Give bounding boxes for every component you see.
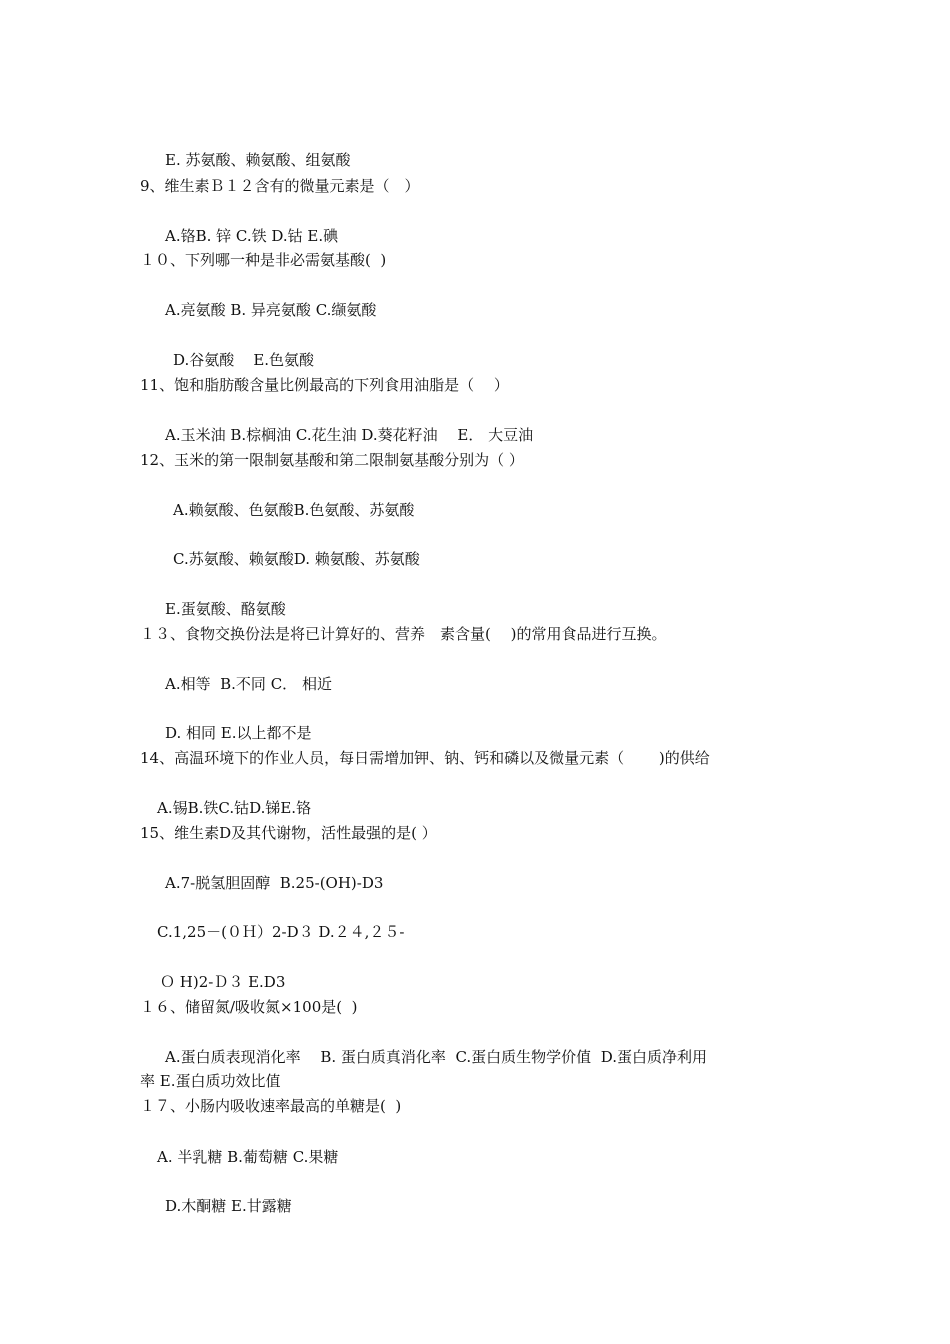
q10-question: １０、下列哪一种是非必需氨基酸( ) bbox=[140, 251, 387, 269]
q14-question: 14、高温环境下的作业人员，每日需增加钾、钠、钙和磷以及微量元素（ )的供给 bbox=[140, 749, 710, 767]
q12-option-e: E.蛋氨酸、酪氨酸 bbox=[165, 600, 286, 618]
q14-options: A.锡B.铁C.钴D.锑E.铬 bbox=[157, 799, 312, 817]
q15-question: 15、维生素D及其代谢物，活性最强的是( ） bbox=[140, 824, 437, 842]
q17-options-a-c: A. 半乳糖 B.葡萄糖 C.果糖 bbox=[157, 1148, 339, 1166]
q10-options-a-c: A.亮氨酸 B. 异亮氨酸 C.缬氨酸 bbox=[165, 301, 377, 319]
q10-options-d-e: D.谷氨酸 E.色氨酸 bbox=[173, 351, 315, 369]
q15-options-c-d: C.1,25－(０Ｈ）2-D３ D.２４,２５- bbox=[157, 923, 405, 941]
q16-options: A.蛋白质表现消化率 B. 蛋白质真消化率 C.蛋白质生物学价值 D.蛋白质净利用 bbox=[165, 1048, 707, 1066]
q9-options: A.铬B. 锌 C.铁 D.钴 E.碘 bbox=[165, 227, 339, 245]
q17-question: １７、小肠内吸收速率最高的单糖是( ) bbox=[140, 1097, 402, 1115]
q16-options-cont: 率 E.蛋白质功效比值 bbox=[140, 1072, 281, 1090]
q9-question: 9、维生素Ｂ１２含有的微量元素是（ ） bbox=[140, 177, 420, 195]
q13-options-a-c: A.相等 B.不同 C． 相近 bbox=[165, 675, 332, 693]
q15-options-d-e: Ｏ H)2-Ｄ３ E.D3 bbox=[160, 973, 286, 991]
q11-question: 11、饱和脂肪酸含量比例最高的下列食用油脂是（ ） bbox=[140, 376, 509, 394]
q16-question: １６、储留氮/吸收氮×100是( ) bbox=[140, 998, 358, 1016]
q13-question: １３、食物交换份法是将已计算好的、营养 素含量( )的常用食品进行互换。 bbox=[140, 625, 667, 643]
q12-options-a-b: A.赖氨酸、色氨酸B.色氨酸、苏氨酸 bbox=[173, 501, 415, 519]
q15-options-a-b: A.7-脱氢胆固醇 B.25-(OH)-D3 bbox=[165, 874, 384, 892]
q11-options: A.玉米油 B.棕榈油 C.花生油 D.葵花籽油 E． 大豆油 bbox=[165, 426, 534, 444]
q12-options-c-d: C.苏氨酸、赖氨酸D. 赖氨酸、苏氨酸 bbox=[173, 550, 420, 568]
q8-option-e: E. 苏氨酸、赖氨酸、组氨酸 bbox=[165, 151, 351, 169]
q17-options-d-e: D.木酮糖 E.甘露糖 bbox=[165, 1197, 292, 1215]
q13-options-d-e: D. 相同 E.以上都不是 bbox=[165, 724, 312, 742]
q12-question: 12、玉米的第一限制氨基酸和第二限制氨基酸分别为（ ） bbox=[140, 451, 524, 469]
